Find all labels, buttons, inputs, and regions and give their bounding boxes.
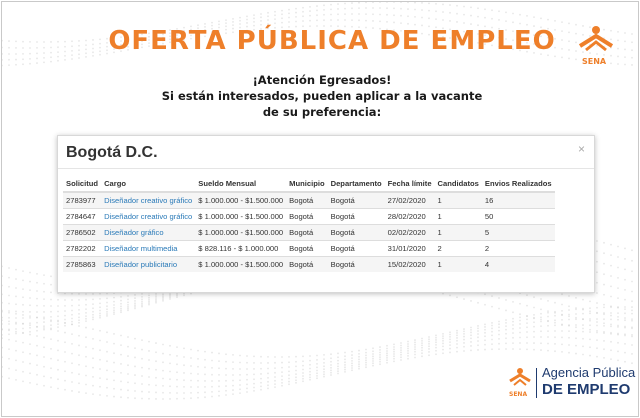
envios-cell: 5 [482, 225, 555, 241]
candidatos-cell: 1 [435, 257, 482, 273]
agency-name-bold: DE EMPLEO [542, 381, 631, 398]
sueldo-cell: $ 1.000.000 - $1.500.000 [195, 225, 286, 241]
envios-cell: 4 [482, 257, 555, 273]
departamento-cell: Bogotá [328, 225, 385, 241]
vacancies-panel [57, 135, 595, 293]
cargo-link[interactable]: Diseñador multimedia [101, 241, 195, 257]
solicitud-cell: 2782202 [63, 241, 101, 257]
municipio-cell: Bogotá [286, 225, 327, 241]
fecha-cell: 02/02/2020 [385, 225, 435, 241]
column-header: Sueldo Mensual [195, 176, 286, 192]
sueldo-cell: $ 1.000.000 - $1.500.000 [195, 257, 286, 273]
fecha-cell: 31/01/2020 [385, 241, 435, 257]
candidatos-cell: 2 [435, 241, 482, 257]
agency-name: Agencia Pública [542, 365, 636, 380]
solicitud-cell: 2785863 [63, 257, 101, 273]
municipio-cell: Bogotá [286, 257, 327, 273]
notice-line: de su preferencia: [262, 105, 382, 119]
cargo-link[interactable]: Diseñador gráfico [101, 225, 195, 241]
vacancies-table [63, 176, 555, 272]
sena-footer-logo-text: SENA [509, 391, 528, 398]
column-header: Candidatos [435, 176, 482, 192]
envios-cell: 50 [482, 209, 555, 225]
column-header: Solicitud [63, 176, 101, 192]
fecha-cell: 15/02/2020 [385, 257, 435, 273]
municipio-cell: Bogotá [286, 241, 327, 257]
candidatos-cell: 1 [435, 225, 482, 241]
table-row [63, 225, 555, 241]
municipio-cell: Bogotá [286, 192, 327, 209]
departamento-cell: Bogotá [328, 192, 385, 209]
column-header: Departamento [328, 176, 385, 192]
agency-divider [536, 368, 537, 398]
close-icon[interactable]: × [577, 142, 585, 156]
envios-cell: 16 [482, 192, 555, 209]
notice-heading: ¡Atención Egresados! [252, 73, 392, 87]
page-title: OFERTA PÚBLICA DE EMPLEO [108, 26, 556, 56]
panel-divider [58, 168, 594, 169]
table-header-row [63, 176, 555, 192]
column-header: Cargo [101, 176, 195, 192]
sueldo-cell: $ 828.116 - $ 1.000.000 [195, 241, 286, 257]
solicitud-cell: 2784647 [63, 209, 101, 225]
sena-logo-text: SENA [582, 57, 607, 66]
fecha-cell: 28/02/2020 [385, 209, 435, 225]
solicitud-cell: 2786502 [63, 225, 101, 241]
departamento-cell: Bogotá [328, 209, 385, 225]
column-header: Municipio [286, 176, 327, 192]
slide-frame [1, 1, 639, 417]
table-row [63, 241, 555, 257]
table-row [63, 257, 555, 273]
solicitud-cell: 2783977 [63, 192, 101, 209]
sena-logo [572, 22, 620, 70]
notice [152, 72, 492, 120]
candidatos-cell: 1 [435, 192, 482, 209]
column-header: Fecha límite [385, 176, 435, 192]
fecha-cell: 27/02/2020 [385, 192, 435, 209]
table-row [63, 209, 555, 225]
municipio-cell: Bogotá [286, 209, 327, 225]
cargo-link[interactable]: Diseñador publicitario [101, 257, 195, 273]
panel-title: Bogotá D.C. [66, 144, 158, 161]
candidatos-cell: 1 [435, 209, 482, 225]
envios-cell: 2 [482, 241, 555, 257]
cargo-link[interactable]: Diseñador creativo gráfico [101, 192, 195, 209]
sueldo-cell: $ 1.000.000 - $1.500.000 [195, 192, 286, 209]
notice-line: Si están interesados, pueden aplicar a la vacante [161, 89, 483, 103]
table-row [63, 192, 555, 209]
column-header: Envios Realizados [482, 176, 555, 192]
sueldo-cell: $ 1.000.000 - $1.500.000 [195, 209, 286, 225]
sena-footer-logo [507, 366, 533, 398]
departamento-cell: Bogotá [328, 241, 385, 257]
cargo-link[interactable]: Diseñador creativo gráfico [101, 209, 195, 225]
departamento-cell: Bogotá [328, 257, 385, 273]
